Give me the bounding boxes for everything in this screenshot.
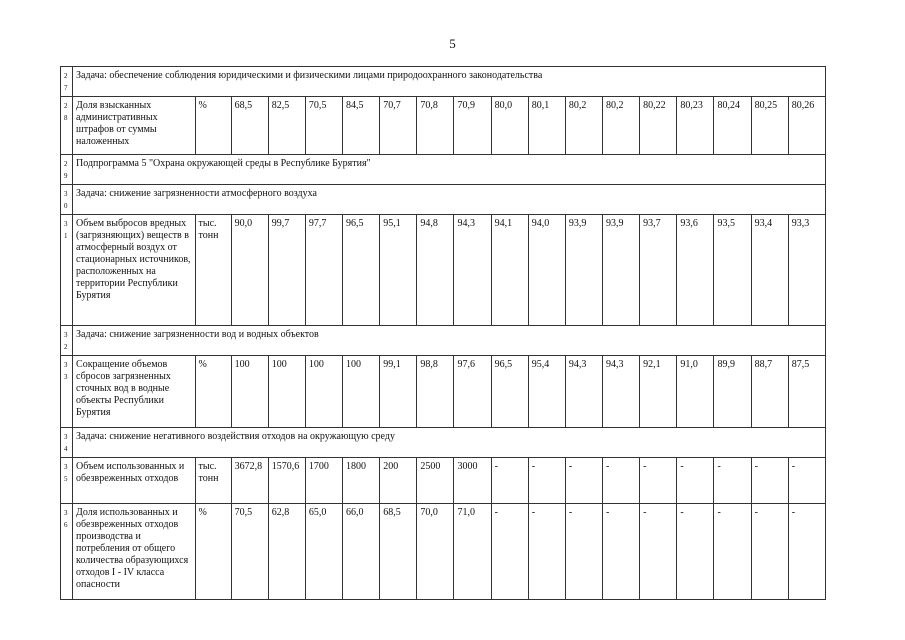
value-cell: 200: [380, 458, 417, 504]
row-number: 33: [61, 356, 73, 428]
value-cell: 82,5: [268, 97, 305, 155]
value-cell: -: [491, 458, 528, 504]
value-cell: 93,7: [640, 215, 677, 326]
value-cell: 80,0: [491, 97, 528, 155]
value-cell: 94,3: [454, 215, 491, 326]
indicator-name: Доля использованных и обезвреженных отходов производства и потребления от общего количества образующихся отходов I - IV класса опасности: [73, 504, 195, 600]
value-cell: 68,5: [380, 504, 417, 600]
value-cell: 100: [268, 356, 305, 428]
value-cell: -: [677, 458, 714, 504]
value-cell: 92,1: [640, 356, 677, 428]
value-cell: 100: [305, 356, 342, 428]
value-cell: -: [565, 458, 602, 504]
value-cell: 80,2: [565, 97, 602, 155]
value-cell: 3000: [454, 458, 491, 504]
table-row: [61, 356, 826, 428]
value-cell: 68,5: [231, 97, 268, 155]
table-row: [61, 97, 826, 155]
value-cell: 94,0: [528, 215, 565, 326]
value-cell: 2500: [417, 458, 454, 504]
value-cell: 96,5: [491, 356, 528, 428]
value-cell: 93,3: [788, 215, 825, 326]
value-cell: 80,24: [714, 97, 751, 155]
value-cell: 3672,8: [231, 458, 268, 504]
unit-cell: %: [195, 504, 231, 600]
row-number: 36: [61, 504, 73, 600]
value-cell: -: [603, 458, 640, 504]
value-cell: -: [751, 504, 788, 600]
value-cell: -: [677, 504, 714, 600]
value-cell: 87,5: [788, 356, 825, 428]
indicator-name: Объем выбросов вредных (загрязняющих) веществ в атмосферный воздух от стационарных источников, расположенных на территории Республики Бурятия: [73, 215, 195, 326]
value-cell: 80,22: [640, 97, 677, 155]
value-cell: -: [714, 458, 751, 504]
value-cell: 95,1: [380, 215, 417, 326]
row-number: 31: [61, 215, 73, 326]
value-cell: 91,0: [677, 356, 714, 428]
value-cell: 65,0: [305, 504, 342, 600]
value-cell: 93,9: [565, 215, 602, 326]
row-number: 34: [61, 428, 73, 458]
value-cell: 80,25: [751, 97, 788, 155]
value-cell: 89,9: [714, 356, 751, 428]
value-cell: -: [751, 458, 788, 504]
value-cell: 80,1: [528, 97, 565, 155]
value-cell: 99,7: [268, 215, 305, 326]
value-cell: 1570,6: [268, 458, 305, 504]
value-cell: 70,8: [417, 97, 454, 155]
value-cell: -: [528, 504, 565, 600]
value-cell: 94,8: [417, 215, 454, 326]
value-cell: 70,7: [380, 97, 417, 155]
value-cell: -: [788, 458, 825, 504]
value-cell: 80,2: [603, 97, 640, 155]
table-row: [61, 504, 826, 600]
value-cell: 88,7: [751, 356, 788, 428]
unit-cell: %: [195, 356, 231, 428]
value-cell: 70,5: [231, 504, 268, 600]
section-row: [61, 67, 826, 97]
value-cell: -: [491, 504, 528, 600]
indicator-name: Доля взысканных административных штрафов от суммы наложенных: [73, 97, 195, 155]
table-row: [61, 215, 826, 326]
value-cell: -: [640, 504, 677, 600]
section-title: Задача: обеспечение соблюдения юридическими и физическими лицами природоохранного законодательства: [73, 67, 826, 97]
section-title: Задача: снижение загрязненности вод и водных объектов: [73, 326, 826, 356]
value-cell: -: [714, 504, 751, 600]
value-cell: -: [565, 504, 602, 600]
value-cell: -: [603, 504, 640, 600]
value-cell: 80,23: [677, 97, 714, 155]
value-cell: 62,8: [268, 504, 305, 600]
value-cell: 70,0: [417, 504, 454, 600]
value-cell: 97,7: [305, 215, 342, 326]
value-cell: 90,0: [231, 215, 268, 326]
value-cell: -: [640, 458, 677, 504]
value-cell: 94,3: [603, 356, 640, 428]
value-cell: 1800: [343, 458, 380, 504]
value-cell: 98,8: [417, 356, 454, 428]
value-cell: 66,0: [343, 504, 380, 600]
row-number: 32: [61, 326, 73, 356]
value-cell: 80,26: [788, 97, 825, 155]
value-cell: 1700: [305, 458, 342, 504]
value-cell: 93,4: [751, 215, 788, 326]
section-row: [61, 155, 826, 185]
value-cell: 100: [231, 356, 268, 428]
row-number: 30: [61, 185, 73, 215]
value-cell: -: [528, 458, 565, 504]
indicator-name: Объем использованных и обезвреженных отходов: [73, 458, 195, 504]
section-title: Задача: снижение загрязненности атмосферного воздуха: [73, 185, 826, 215]
value-cell: 94,3: [565, 356, 602, 428]
indicators-table: [60, 66, 826, 600]
section-title: Подпрограмма 5 "Охрана окружающей среды в Республике Бурятия": [73, 155, 826, 185]
row-number: 27: [61, 67, 73, 97]
value-cell: 93,9: [603, 215, 640, 326]
unit-cell: тыс. тонн: [195, 458, 231, 504]
value-cell: 94,1: [491, 215, 528, 326]
unit-cell: %: [195, 97, 231, 155]
table-row: [61, 458, 826, 504]
indicator-name: Сокращение объемов сбросов загрязненных сточных вод в водные объекты Республики Бурятия: [73, 356, 195, 428]
value-cell: -: [788, 504, 825, 600]
value-cell: 97,6: [454, 356, 491, 428]
value-cell: 96,5: [343, 215, 380, 326]
section-row: [61, 185, 826, 215]
value-cell: 84,5: [343, 97, 380, 155]
value-cell: 99,1: [380, 356, 417, 428]
section-row: [61, 326, 826, 356]
value-cell: 100: [343, 356, 380, 428]
value-cell: 95,4: [528, 356, 565, 428]
value-cell: 70,5: [305, 97, 342, 155]
section-row: [61, 428, 826, 458]
page-number: 5: [449, 36, 456, 51]
row-number: 35: [61, 458, 73, 504]
section-title: Задача: снижение негативного воздействия отходов на окружающую среду: [73, 428, 826, 458]
value-cell: 93,5: [714, 215, 751, 326]
unit-cell: тыс. тонн: [195, 215, 231, 326]
value-cell: 71,0: [454, 504, 491, 600]
row-number: 28: [61, 97, 73, 155]
value-cell: 93,6: [677, 215, 714, 326]
row-number: 29: [61, 155, 73, 185]
value-cell: 70,9: [454, 97, 491, 155]
